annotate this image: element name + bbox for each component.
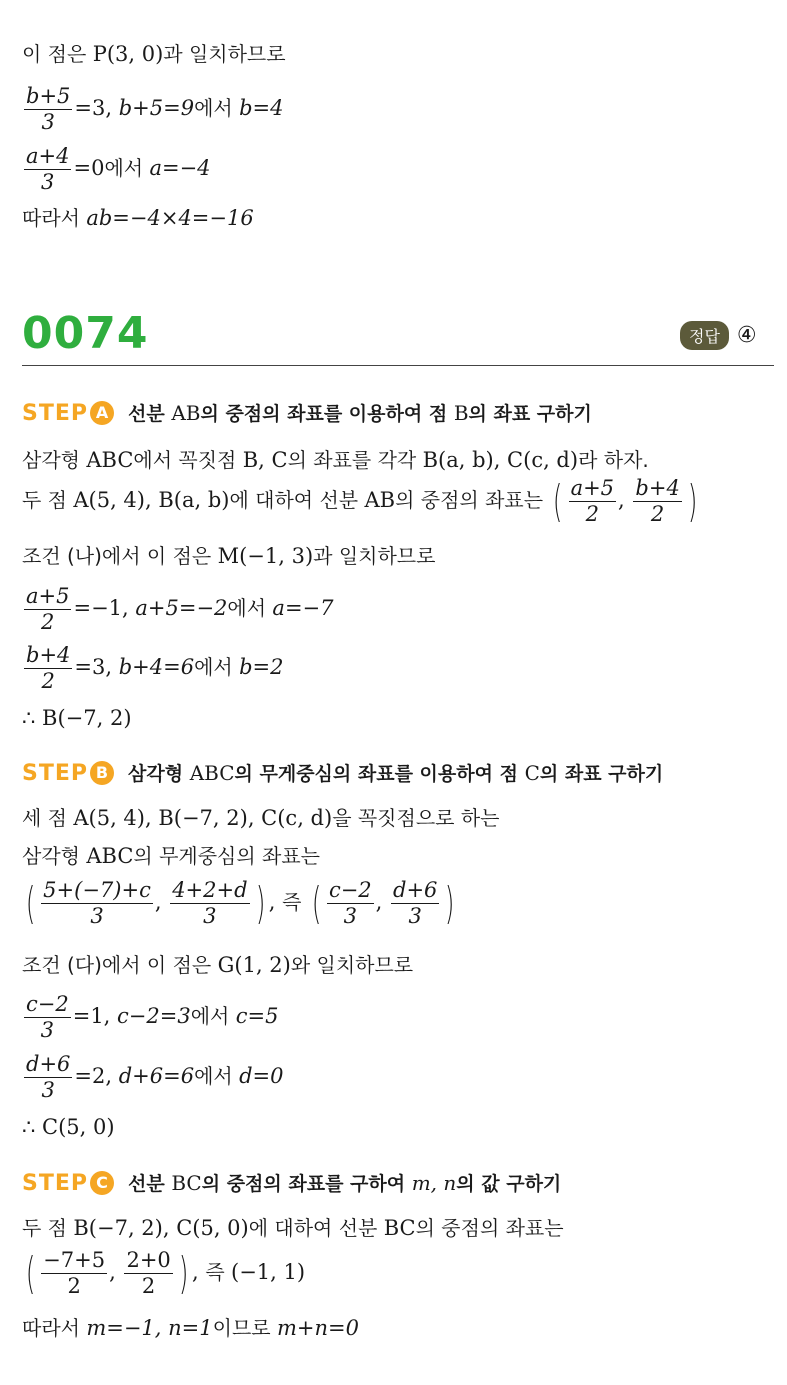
step-b-badge: B <box>90 761 114 785</box>
text-line: 이 점은 P(3, 0)과 일치하므로 <box>22 42 286 66</box>
fraction: $\frac{a+4}{3}$ <box>26 144 70 194</box>
step-c-header: STEP C 선분 BC의 중점의 좌표를 구하여 m, n의 값 구하기 <box>22 1171 562 1196</box>
step-b-header: STEP B 삼각형 ABC의 무게중심의 좌표를 이용하여 점 C의 좌표 구하기 <box>22 761 664 786</box>
text-line: ∴ B(−7, 2) <box>22 706 132 730</box>
answer <box>680 321 757 350</box>
step-a-header: STEP A 선분 AB의 중점의 좌표를 이용하여 점 B의 좌표 구하기 <box>22 401 592 426</box>
text-line: 삼각형 ABC의 무게중심의 좌표는 <box>22 844 320 868</box>
equation-line: $\frac{a+4}{3}$ =0에서 a=−4 <box>26 144 211 194</box>
answer-badge: 정답 <box>680 321 729 350</box>
equation-line: $\frac{b+5}{3}$ =3, b+5=9에서 b=4 <box>26 84 284 134</box>
text-line: 두 점 A(5, 4), B(a, b)에 대하여 선분 AB의 중점의 좌표는 ( $\frac{a+5}{2}$ , $\frac{b+4}{2}$ ) <box>22 475 698 527</box>
equation-line: ( $\frac{-7+5}{2}$ , $\frac{2+0}{2}$ ) , 즉 (−1, 1) <box>25 1247 306 1299</box>
equation-line: $\frac{c-2}{3}$ =1, c−2=3에서 c=5 <box>26 992 279 1042</box>
text-line: 세 점 A(5, 4), B(−7, 2), C(c, d)을 꼭짓점으로 하는 <box>22 806 500 830</box>
text-line: 삼각형 ABC에서 꼭짓점 B, C의 좌표를 각각 B(a, b), C(c, d)라 하자. <box>22 448 649 472</box>
step-a-badge: A <box>90 401 114 425</box>
text-line: 조건 (나)에서 이 점은 M(−1, 3)과 일치하므로 <box>22 544 436 568</box>
step-c-badge: C <box>90 1171 114 1195</box>
equation-line: $\frac{b+4}{2}$ =3, b+4=6에서 b=2 <box>26 643 284 693</box>
fraction: $\frac{b+5}{3}$ <box>26 84 71 134</box>
text-line: 두 점 B(−7, 2), C(5, 0)에 대하여 선분 BC의 중점의 좌표는 <box>22 1216 564 1240</box>
answer-value: ④ <box>736 323 757 348</box>
text-line: 따라서 ab=−4×4=−16 <box>22 206 254 230</box>
text-line: 따라서 m=−1, n=1이므로 m+n=0 <box>22 1316 359 1340</box>
equation-line: ( $\frac{5+(-7)+c}{3}$ , $\frac{4+2+d}{3}$ ) , 즉 ( $\frac{c-2}{3}$ , $\frac{d+6}{3}$ ) <box>25 877 455 929</box>
text-line: 조건 (다)에서 이 점은 G(1, 2)와 일치하므로 <box>22 953 414 977</box>
divider <box>22 365 774 366</box>
equation-line: $\frac{a+5}{2}$ =−1, a+5=−2에서 a=−7 <box>26 584 334 634</box>
problem-number: 0074 <box>22 308 149 359</box>
text-line: ∴ C(5, 0) <box>22 1115 115 1139</box>
equation-line: $\frac{d+6}{3}$ =2, d+6=6에서 d=0 <box>26 1052 284 1102</box>
